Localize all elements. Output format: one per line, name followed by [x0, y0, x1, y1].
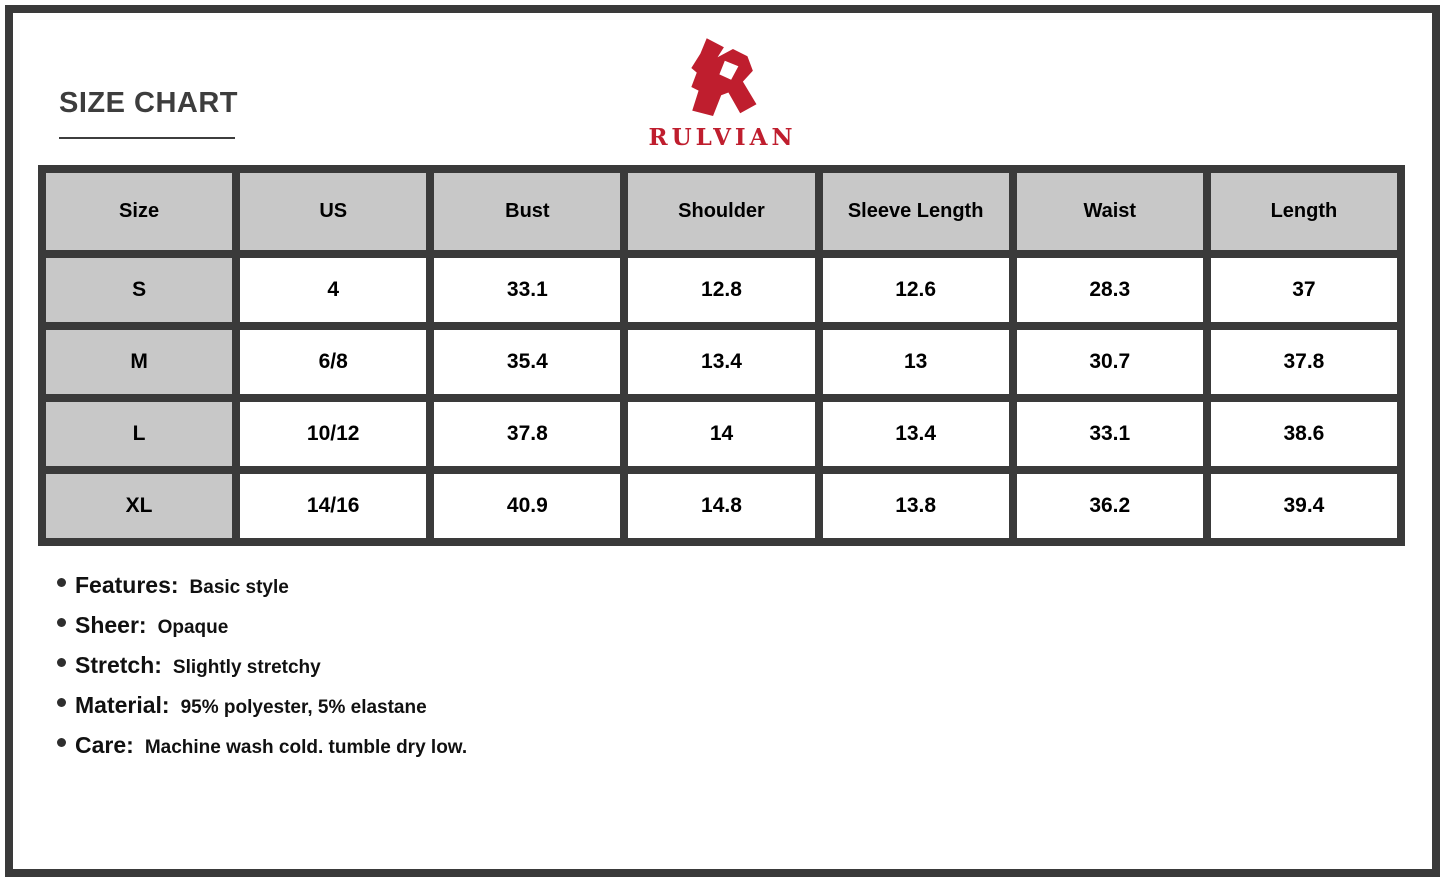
detail-value: Opaque [157, 617, 229, 638]
page-frame [5, 5, 1440, 877]
table-cell: 10/12 [240, 402, 426, 466]
list-item-stretch [57, 653, 467, 680]
title-block [59, 87, 238, 139]
table-cell: 6/8 [240, 330, 426, 394]
table-row-m [46, 330, 1397, 394]
product-details-list [57, 573, 467, 773]
brand-block [573, 37, 873, 151]
column-header-bust: Bust [434, 173, 620, 250]
size-chart-table [38, 165, 1405, 546]
table-cell: 14 [628, 402, 814, 466]
table-cell: 13.4 [823, 402, 1009, 466]
table-cell: 33.1 [434, 258, 620, 322]
list-item-features [57, 573, 467, 600]
bullet-icon [57, 698, 66, 707]
table-row-s [46, 258, 1397, 322]
table-cell: 39.4 [1211, 474, 1397, 538]
list-item-material [57, 693, 467, 720]
table-cell: 37 [1211, 258, 1397, 322]
column-header-waist: Waist [1017, 173, 1203, 250]
detail-value: Machine wash cold. tumble dry low. [144, 737, 468, 758]
page-title: SIZE CHART [59, 87, 238, 119]
table-cell: 13.8 [823, 474, 1009, 538]
table-cell: 33.1 [1017, 402, 1203, 466]
column-header-length: Length [1211, 173, 1397, 250]
table-row-l [46, 402, 1397, 466]
table-header-row [46, 173, 1397, 250]
table-cell: 36.2 [1017, 474, 1203, 538]
table-cell: 28.3 [1017, 258, 1203, 322]
table-cell: 14/16 [240, 474, 426, 538]
table-row-xl [46, 474, 1397, 538]
detail-label: Material: [75, 692, 170, 718]
detail-value: Slightly stretchy [172, 657, 321, 678]
table-cell: 14.8 [628, 474, 814, 538]
table-cell: 40.9 [434, 474, 620, 538]
table-cell: 37.8 [1211, 330, 1397, 394]
detail-label: Care: [75, 732, 134, 758]
bullet-icon [57, 738, 66, 747]
detail-value: Basic style [189, 577, 289, 598]
column-header-size: Size [46, 173, 232, 250]
table-cell: 13 [823, 330, 1009, 394]
table-cell: 37.8 [434, 402, 620, 466]
size-label: XL [46, 474, 232, 538]
column-header-sleeve-length: Sleeve Length [823, 173, 1009, 250]
table-cell: 30.7 [1017, 330, 1203, 394]
column-header-shoulder: Shoulder [628, 173, 814, 250]
list-item-care [57, 733, 467, 760]
size-label: M [46, 330, 232, 394]
detail-value: 95% polyester, 5% elastane [180, 697, 427, 718]
table-cell: 12.8 [628, 258, 814, 322]
detail-label: Sheer: [75, 612, 147, 638]
bullet-icon [57, 578, 66, 587]
brand-name: RULVIAN [648, 124, 797, 151]
size-label: S [46, 258, 232, 322]
table-cell: 4 [240, 258, 426, 322]
table-cell: 12.6 [823, 258, 1009, 322]
size-label: L [46, 402, 232, 466]
column-header-us: US [240, 173, 426, 250]
table-cell: 38.6 [1211, 402, 1397, 466]
list-item-sheer [57, 613, 467, 640]
detail-label: Features: [75, 572, 179, 598]
rulvian-r-logo-icon [685, 37, 761, 119]
detail-label: Stretch: [75, 652, 162, 678]
bullet-icon [57, 618, 66, 627]
table-cell: 13.4 [628, 330, 814, 394]
title-underline [59, 137, 235, 139]
table-cell: 35.4 [434, 330, 620, 394]
bullet-icon [57, 658, 66, 667]
